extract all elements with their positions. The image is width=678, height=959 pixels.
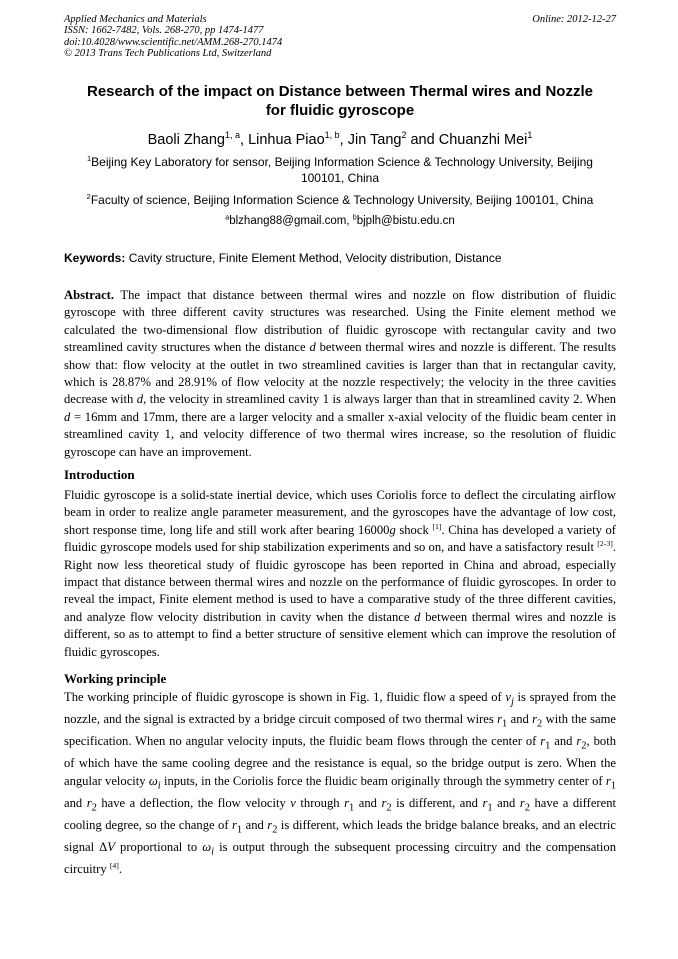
author-affil-sup: 1, b bbox=[324, 130, 340, 141]
working-principle-paragraph bbox=[64, 689, 616, 879]
math-var: ν bbox=[505, 690, 511, 704]
citation-ref[interactable]: [4] bbox=[109, 861, 119, 871]
email-sup: b bbox=[352, 213, 357, 222]
paragraph-text: with the same specification. When no angular velocity inputs, the fluidic beam flows through the center of bbox=[64, 712, 616, 749]
math-var: r bbox=[381, 796, 387, 811]
abstract-text: between thermal wires and nozzle is different. The results show that: flow velocity at the outlet in two streamlined cavities is larger than that in rectangular cavity, which is 28.87% and 28.91% of flow velocity at the nozzle respectively; the velocity in the three cavities decrease with bbox=[64, 340, 616, 407]
paragraph-text: The working principle of fluidic gyroscope is shown in Fig. 1, fluidic flow a speed of bbox=[64, 690, 506, 704]
paragraph-text: and bbox=[242, 818, 268, 833]
math-sub: 1 bbox=[487, 802, 493, 814]
affiliation-2 bbox=[64, 192, 616, 208]
math-sub: 1 bbox=[502, 718, 508, 730]
paragraph-text: . bbox=[118, 862, 123, 877]
abstract-label: Abstract. bbox=[64, 288, 115, 302]
keywords-label: Keywords: bbox=[64, 251, 126, 265]
math-var: r bbox=[519, 796, 525, 811]
citation-ref[interactable]: [1] bbox=[432, 521, 442, 531]
paragraph-text: is sprayed from the nozzle, and the signal is extracted by a bridge circuit composed of two thermal wires bbox=[64, 690, 616, 727]
math-var: r bbox=[86, 796, 92, 811]
paragraph-text: inputs, in the Coriolis force the fluidic beam originally through the symmetry center of bbox=[160, 773, 606, 788]
section-heading-working-principle: Working principle bbox=[64, 671, 167, 686]
math-sub: 2 bbox=[272, 824, 278, 836]
math-var: d bbox=[64, 409, 71, 424]
keywords-text: Cavity structure, Finite Element Method, Velocity distribution, Distance bbox=[125, 251, 502, 265]
abstract bbox=[64, 287, 616, 461]
author-emails bbox=[64, 214, 616, 228]
math-var: d bbox=[309, 340, 316, 355]
paragraph-text: is different, which leads the bridge balance breaks, and an electric signal Δ bbox=[64, 818, 617, 855]
section-heading-introduction: Introduction bbox=[64, 467, 135, 482]
math-var: g bbox=[389, 522, 396, 537]
math-sub: 2 bbox=[91, 802, 97, 814]
math-var: r bbox=[532, 712, 538, 727]
paragraph-text: and bbox=[550, 734, 577, 749]
paragraph-text: is output through the subsequent processing circuitry and the compensation circuitry bbox=[64, 840, 616, 877]
math-var: r bbox=[540, 734, 546, 749]
math-var: d bbox=[136, 392, 144, 407]
author-affil-sup: 1 bbox=[527, 130, 533, 141]
affiliation-text: Beijing Key Laboratory for sensor, Beijing Information Science & Technology University, Beijing 100101, China bbox=[91, 155, 593, 185]
math-var: V bbox=[107, 840, 115, 855]
abstract-text: The impact that distance between thermal wires and nozzle on flow distribution of fluidic gyroscope with three different cavity structures was researched. Using the Finite element method we calculated the two-dimensional flow distribution of fluidic gyroscope with rectangular cavity and two streamlined cavity structures when the distance bbox=[64, 288, 616, 355]
title-line-2: for fluidic gyroscope bbox=[265, 102, 415, 119]
author-name: Chuanzhi Mei bbox=[438, 132, 528, 148]
author-list bbox=[64, 131, 616, 149]
paragraph-text: between thermal wires and nozzle is different, so as to attempt to find a better structure of sensitive element which can improve the resolution of fluidic gyroscopes. bbox=[64, 609, 616, 659]
math-sub: 2 bbox=[581, 740, 587, 752]
issn-line: ISSN: 1662-7482, Vols. 268-270, pp 1474-1477 bbox=[64, 25, 264, 37]
paragraph-text: . Right now less theoretical study of fluidic gyroscope has been reported in China and abroad, especially impact that distance between thermal wires and nozzle on the performance of fluidic gyroscopes. In order to reveal the impact, Finite element method is used to have a comparative study of the three different cavities, and analyze flow velocity distribution in cavity when the distance bbox=[64, 540, 616, 624]
introduction-paragraph bbox=[64, 487, 616, 661]
math-var: ν bbox=[290, 796, 296, 811]
math-var: ω bbox=[148, 773, 158, 788]
author-affil-sup: 2 bbox=[401, 130, 407, 141]
affiliation-sup: 2 bbox=[86, 192, 91, 202]
citation-ref[interactable]: [2-3] bbox=[597, 539, 613, 549]
math-var: r bbox=[497, 712, 503, 727]
paragraph-text: have a different cooling degree, so the change of bbox=[64, 796, 617, 833]
math-sub: 2 bbox=[524, 802, 530, 814]
paragraph-text: and bbox=[354, 796, 382, 811]
author-name: Baoli Zhang bbox=[147, 132, 225, 148]
math-sub: j bbox=[510, 696, 514, 708]
paragraph-text: shock bbox=[395, 522, 433, 537]
math-var: r bbox=[482, 796, 488, 811]
paragraph-text: , both of which have the same cooling degree and the resistance is equal, so the bridge output is zero. When the angular velocity bbox=[64, 734, 616, 788]
paragraph-text: and bbox=[492, 796, 520, 811]
title-line-1: Research of the impact on Distance between Thermal wires and Nozzle bbox=[87, 83, 593, 100]
email-link[interactable]: blzhang88@gmail.com, bbox=[229, 215, 353, 227]
author-name: Linhua Piao bbox=[248, 132, 325, 148]
paragraph-text: through bbox=[295, 796, 345, 811]
paragraph-text: is different, and bbox=[391, 796, 483, 811]
math-sub: 1 bbox=[545, 740, 551, 752]
math-var: r bbox=[344, 796, 349, 811]
paper-title bbox=[64, 82, 616, 120]
math-sub: 2 bbox=[537, 718, 543, 730]
doi-line: doi:10.4028/www.scientific.net/AMM.268-270.1474 bbox=[64, 36, 283, 48]
author-name: Jin Tang bbox=[347, 132, 402, 148]
math-var: r bbox=[267, 818, 273, 833]
affiliation-sup: 1 bbox=[87, 154, 92, 164]
affiliation-text: Faculty of science, Beijing Information Science & Technology University, Beijing 100101, China bbox=[90, 193, 594, 207]
journal-name: Applied Mechanics and Materials bbox=[64, 14, 207, 25]
math-var: r bbox=[605, 773, 611, 788]
math-sub: 1 bbox=[348, 802, 355, 814]
paragraph-text: have a deflection, the flow velocity bbox=[96, 796, 291, 811]
math-sub: i bbox=[157, 780, 161, 792]
author-separator: , bbox=[240, 132, 249, 148]
math-sub: i bbox=[211, 846, 215, 858]
abstract-text: , the velocity in streamlined cavity 1 is always larger than that in streamlined cavity 2. When bbox=[143, 392, 616, 407]
paragraph-text: . China has developed a variety of fluidic gyroscope models used for ship stabilization experiments and so on, and have a satisfactory result bbox=[64, 522, 616, 555]
author-affil-sup: 1, a bbox=[225, 130, 240, 141]
math-var: r bbox=[232, 818, 237, 833]
online-date: Online: 2012-12-27 bbox=[532, 14, 616, 25]
math-sub: 2 bbox=[386, 802, 392, 814]
paragraph-text: Fluidic gyroscope is a solid-state inertial device, which uses Coriolis force to deflect the circulating airflow beam in order to realize angle parameter measurement, and the gyroscopes have the advantage of low cost, short response time, long life and still work after bearing 16000 bbox=[64, 488, 616, 537]
paragraph-text: and bbox=[507, 712, 533, 727]
math-sub: 1 bbox=[610, 780, 616, 792]
math-var: d bbox=[414, 609, 421, 624]
paragraph-text: and bbox=[64, 796, 87, 811]
paragraph-text: proportional to bbox=[114, 840, 203, 855]
keywords bbox=[64, 251, 616, 266]
affiliation-1 bbox=[64, 154, 616, 186]
email-link[interactable]: bjplh@bistu.edu.cn bbox=[356, 215, 455, 227]
math-sub: 1 bbox=[236, 824, 243, 836]
copyright-line: © 2013 Trans Tech Publications Ltd, Switzerland bbox=[64, 48, 272, 60]
email-sup: a bbox=[225, 213, 230, 222]
math-var: r bbox=[576, 734, 582, 749]
author-separator: , bbox=[339, 132, 348, 148]
abstract-text: = 16mm and 17mm, there are a larger velocity and a smaller x-axial velocity of the fluidic beam center in streamlined cavity 1, and velocity difference of two thermal wires increase, so the resolution of fluidic gyroscope can have an improvement. bbox=[64, 409, 616, 459]
author-separator: and bbox=[406, 132, 439, 148]
math-var: ω bbox=[202, 840, 212, 855]
journal-header bbox=[64, 14, 616, 60]
